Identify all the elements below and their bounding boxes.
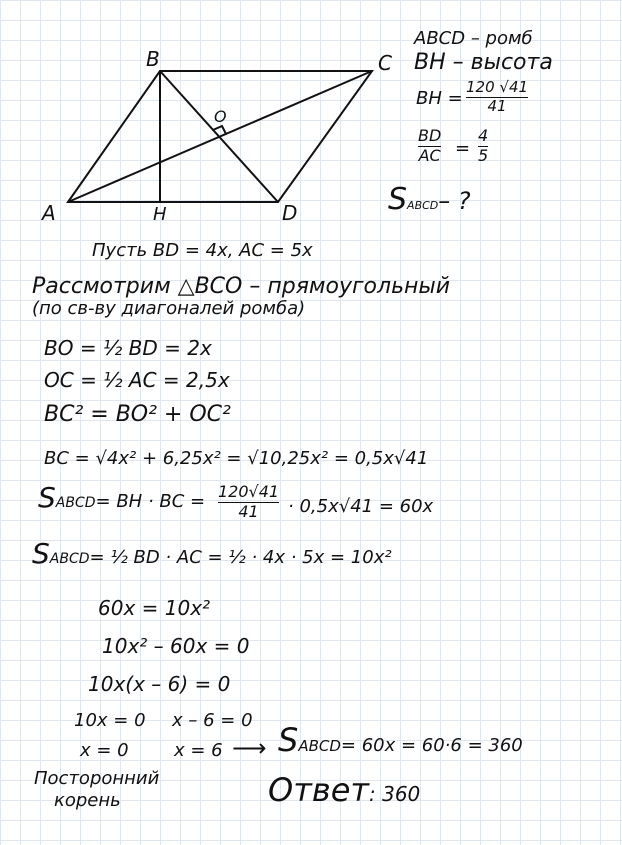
find-subscript: ABCD bbox=[407, 199, 439, 212]
arrow-icon: ⟶ bbox=[232, 734, 267, 762]
extraneous-root-line2: корень bbox=[54, 790, 121, 811]
label-b: B bbox=[146, 47, 160, 71]
given-bh-numerator: 120 √41 bbox=[466, 78, 529, 96]
solution-final bbox=[278, 721, 523, 759]
given-bh-fraction bbox=[466, 80, 528, 115]
given-bh-denominator: 41 bbox=[487, 96, 507, 115]
solution-oc: OC = ½ AC = 2,5x bbox=[44, 368, 230, 392]
label-c: C bbox=[378, 51, 392, 75]
given-bh-lhs: BH = bbox=[416, 88, 463, 109]
equation-5b: x = 6 bbox=[174, 740, 223, 761]
answer-value: : 360 bbox=[369, 782, 421, 806]
area1-mid: = BH · BC = bbox=[95, 491, 206, 512]
solution-bo: BO = ½ BD = 2x bbox=[44, 336, 212, 360]
label-d: D bbox=[282, 201, 298, 225]
area2-s: S bbox=[32, 537, 50, 570]
final-s: S bbox=[278, 721, 299, 759]
equation-4a: 10x = 0 bbox=[74, 710, 146, 731]
ratio-denominator-ac: AC bbox=[418, 145, 441, 165]
area1-subscript: ABCD bbox=[55, 495, 96, 511]
area2-expr: = ½ BD · AC = ½ · 4x · 5x = 10x² bbox=[89, 547, 392, 568]
label-h: H bbox=[153, 204, 167, 225]
area1-denominator: 41 bbox=[238, 501, 259, 521]
label-a: A bbox=[42, 201, 56, 225]
find-question: – ? bbox=[438, 187, 471, 215]
equation-4b: x – 6 = 0 bbox=[172, 710, 253, 731]
area1-tail: · 0,5x√41 = 60x bbox=[288, 496, 434, 517]
given-line-height: BH – высота bbox=[414, 50, 553, 75]
ratio-numerator-4: 4 bbox=[478, 126, 489, 145]
final-expr: = 60x = 60·6 = 360 bbox=[340, 735, 523, 756]
solution-bc: BC = √4x² + 6,25x² = √10,25x² = 0,5x√41 bbox=[44, 448, 429, 469]
solution-bc-squared: BC² = BO² + OC² bbox=[44, 402, 231, 427]
solution-consider-line2: (по св-ву диагоналей ромба) bbox=[32, 298, 306, 319]
diagonal-bd bbox=[160, 71, 278, 202]
equation-1: 60x = 10x² bbox=[98, 596, 211, 620]
answer-label: Ответ bbox=[268, 771, 370, 809]
given-ratio-right bbox=[478, 128, 488, 165]
solution-consider-line1: Рассмотрим △BCO – прямоугольный bbox=[32, 274, 451, 299]
answer bbox=[268, 771, 421, 809]
label-o: O bbox=[214, 107, 227, 126]
area2-subscript: ABCD bbox=[49, 551, 90, 567]
solution-area-1 bbox=[38, 481, 206, 514]
given-ratio-equals: = bbox=[455, 138, 471, 159]
find-s: S bbox=[388, 182, 408, 217]
solution-area-2 bbox=[32, 537, 392, 570]
extraneous-root-line1: Посторонний bbox=[34, 768, 160, 789]
area1-s: S bbox=[38, 481, 56, 514]
equation-5a: x = 0 bbox=[80, 740, 129, 761]
ratio-denominator-5: 5 bbox=[478, 145, 489, 165]
given-find bbox=[388, 182, 471, 217]
given-line-rhombus: ABCD – ромб bbox=[414, 28, 533, 49]
area1-numerator: 120√41 bbox=[218, 482, 280, 501]
final-subscript: ABCD bbox=[298, 737, 341, 755]
area1-fraction bbox=[218, 484, 279, 521]
ratio-numerator-bd: BD bbox=[418, 126, 442, 145]
equation-2: 10x² – 60x = 0 bbox=[102, 634, 250, 658]
equation-3: 10x(x – 6) = 0 bbox=[88, 672, 231, 696]
solution-let: Пусть BD = 4x, AC = 5x bbox=[92, 240, 313, 261]
given-ratio-left bbox=[418, 128, 441, 165]
